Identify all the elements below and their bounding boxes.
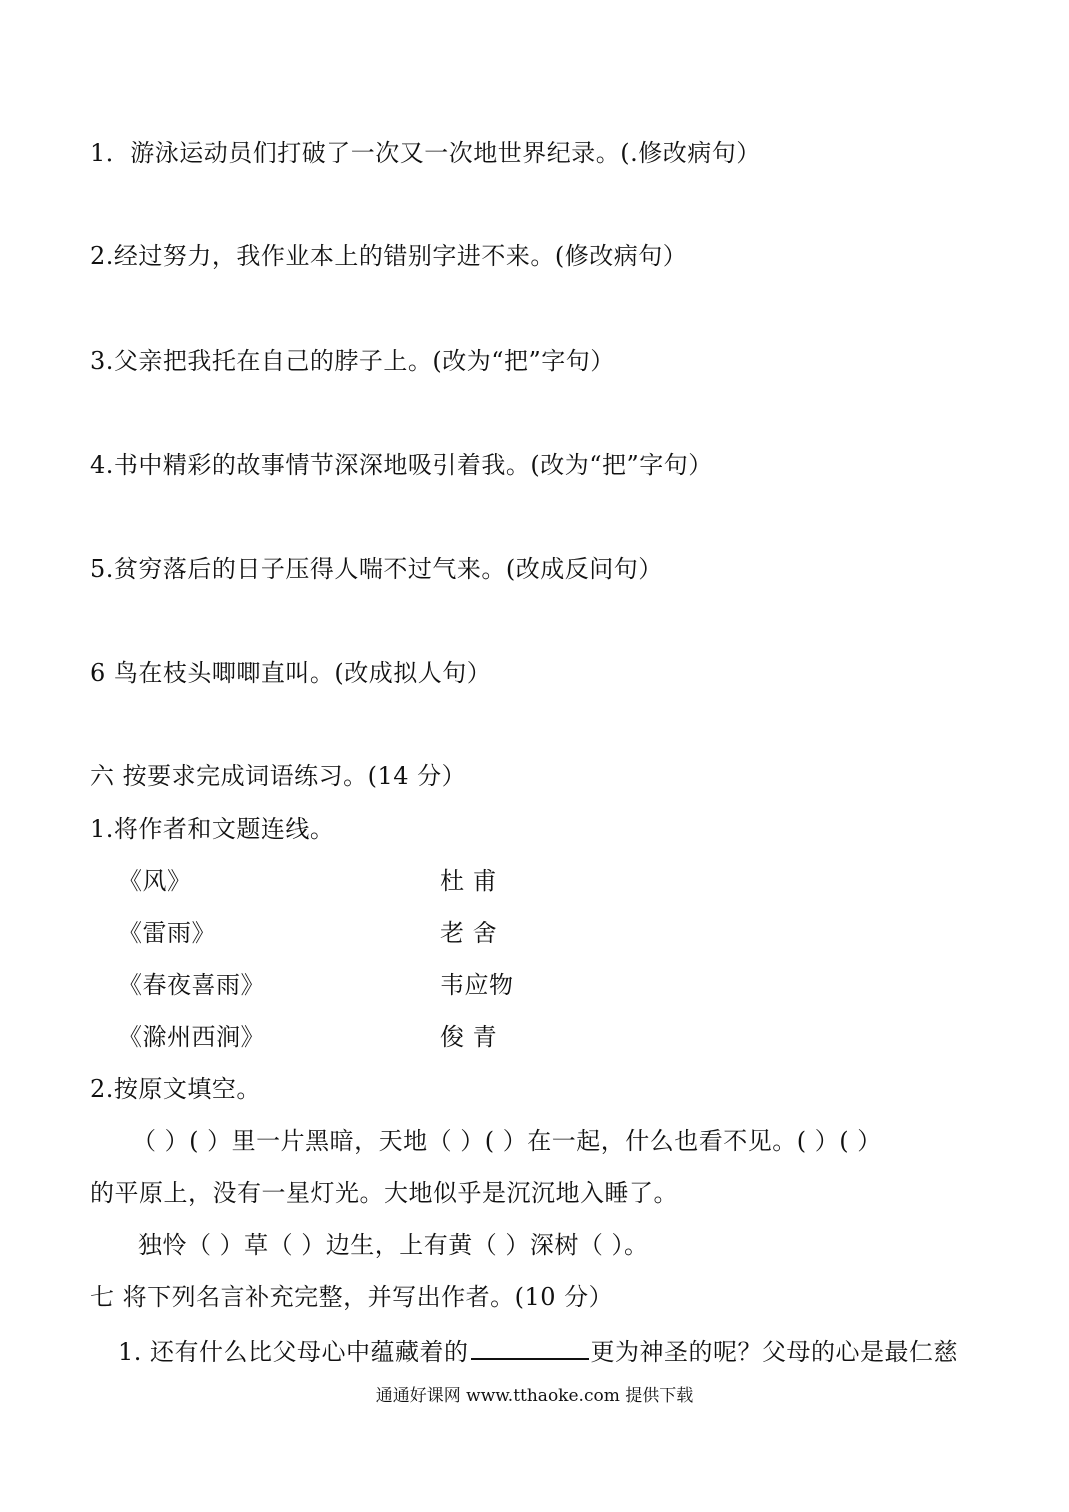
poem-title-2: 《雷雨》: [118, 919, 216, 947]
poem-title-4: 《滁州西涧》: [118, 1023, 265, 1051]
poem-title-1: 《风》: [118, 867, 192, 895]
question-1-text-before: 1. 还有什么比父母心中蕴藏着的: [118, 1338, 469, 1366]
poem-title-3: 《春夜喜雨》: [118, 971, 265, 999]
fill-blank-line-1: （ ）( ）里一片黑暗，天地（ ）( ）在一起，什么也看不见。( ）( ）: [132, 1127, 882, 1155]
sentence-item-3: 3.父亲把我托在自己的脖子上。(改为“把”字句）: [90, 347, 615, 375]
sentence-item-2: 2.经过努力，我作业本上的错别字进不来。(修改病句）: [90, 242, 688, 270]
sentence-item-6: 6 鸟在枝头唧唧直叫。(改成拟人句）: [90, 659, 492, 687]
section-6-heading: 六 按要求完成词语练习。(14 分）: [90, 762, 467, 790]
footer-text: 通通好课网 www.tthaoke.com 提供下载: [375, 1386, 694, 1406]
section-6-question-1: 1.将作者和文题连线。: [90, 815, 335, 843]
author-2: 老 舍: [440, 919, 498, 947]
sentence-item-5: 5.贫穷落后的日子压得人喘不过气来。(改成反问句）: [90, 555, 663, 583]
section-7-question-1: [118, 1334, 958, 1367]
fill-blank-line-3: 独怜（ ）草（ ）边生，上有黄（ ）深树（ ）。: [138, 1231, 649, 1259]
author-1: 杜 甫: [440, 867, 498, 895]
author-3: 韦应物: [440, 971, 514, 999]
question-1-text-after: 更为神圣的呢？父母的心是最仁慈: [590, 1338, 959, 1366]
author-4: 俊 青: [440, 1023, 498, 1051]
sentence-item-4: 4.书中精彩的故事情节深深地吸引着我。(改为“把”字句）: [90, 451, 713, 479]
answer-blank[interactable]: [471, 1334, 589, 1360]
section-7-heading: 七 将下列名言补充完整，并写出作者。(10 分）: [90, 1283, 614, 1311]
fill-blank-line-2: 的平原上，没有一星灯光。大地似乎是沉沉地入睡了。: [90, 1179, 678, 1207]
section-6-question-2: 2.按原文填空。: [90, 1075, 261, 1103]
sentence-item-1: 1．游泳运动员们打破了一次又一次地世界纪录。(.修改病句）: [90, 139, 761, 167]
